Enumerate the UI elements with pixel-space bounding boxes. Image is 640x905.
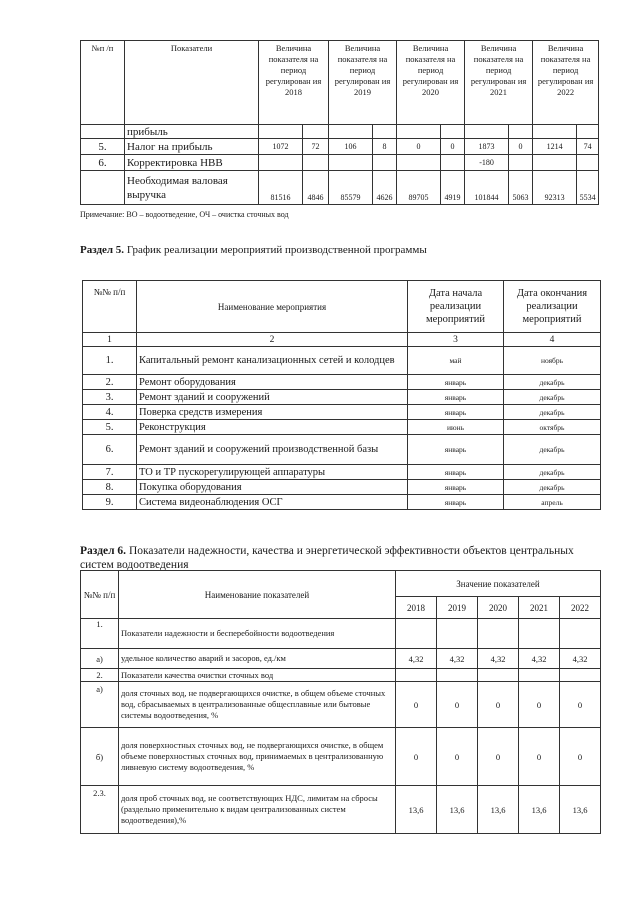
financial-table	[80, 40, 599, 205]
row-name: Ремонт зданий и сооружений	[137, 390, 408, 405]
cell	[329, 155, 373, 171]
row-end: декабрь	[504, 405, 601, 420]
cell: 0	[509, 139, 533, 155]
col-header-num: №п /п	[81, 41, 125, 125]
row-end: апрель	[504, 495, 601, 510]
cell: 0	[560, 728, 601, 786]
row-start: январь	[408, 480, 504, 495]
cell: 4919	[441, 171, 465, 205]
row-num: 1.	[83, 347, 137, 375]
row-name: Система видеонаблюдения ОСГ	[137, 495, 408, 510]
cell	[441, 125, 465, 139]
row-start: январь	[408, 390, 504, 405]
row-num: 6.	[83, 435, 137, 465]
cell: 106	[329, 139, 373, 155]
row-start: январь	[408, 375, 504, 390]
row-num: 2.	[83, 375, 137, 390]
section6-title: Показатели надежности, качества и энергетической эффективности объектов центральных систем водоотведения	[80, 545, 574, 571]
col-header-end: Дата окончания реализации мероприятий	[504, 281, 601, 333]
table-row	[81, 728, 601, 786]
row-num: 7.	[83, 465, 137, 480]
row-start: январь	[408, 405, 504, 420]
cell	[465, 125, 509, 139]
row-end: декабрь	[504, 435, 601, 465]
col-header-year: 2018	[396, 597, 437, 619]
col-header-indicator: Показатели	[125, 41, 259, 125]
row-name: Показатели качества очистки сточных вод	[119, 669, 396, 682]
col-header-name: Наименование показателей	[119, 571, 396, 619]
cell: 13,6	[560, 786, 601, 834]
cell: 85579	[329, 171, 373, 205]
table-row	[81, 155, 599, 171]
col-header-2022: Величина показателя на период регулирован ия 2022	[533, 41, 599, 125]
row-num: 2.3.	[81, 786, 119, 834]
table-row	[81, 619, 601, 649]
row-num: 9.	[83, 495, 137, 510]
table-row	[83, 465, 601, 480]
row-num: 1.	[81, 619, 119, 649]
row-num: 8.	[83, 480, 137, 495]
cell: 0	[396, 728, 437, 786]
cell: 13,6	[396, 786, 437, 834]
row-end: декабрь	[504, 480, 601, 495]
cell: 13,6	[519, 786, 560, 834]
cell: 0	[437, 728, 478, 786]
cell: 13,6	[478, 786, 519, 834]
col-header-year: 2019	[437, 597, 478, 619]
cell: 81516	[259, 171, 303, 205]
section6-heading	[80, 544, 605, 572]
cell	[397, 125, 441, 139]
cell: 8	[373, 139, 397, 155]
row-num	[81, 171, 125, 205]
section6-label: Раздел 6.	[80, 545, 127, 557]
table-row	[81, 786, 601, 834]
row-num: а)	[81, 649, 119, 669]
colnum: 4	[504, 333, 601, 347]
row-start: январь	[408, 435, 504, 465]
cell: 0	[396, 682, 437, 728]
row-name: Показатели надежности и бесперебойности водоотведения	[119, 619, 396, 649]
cell: 92313	[533, 171, 577, 205]
col-header-num: №№ п/п	[83, 281, 137, 333]
row-name: доля поверхностных сточных вод, не подвергающихся очистке, в общем объеме поверхностных сточных вод, принимаемых в централизованную ливневую систему водоотведения, %	[119, 728, 396, 786]
cell	[396, 669, 437, 682]
col-header-year: 2020	[478, 597, 519, 619]
cell	[560, 669, 601, 682]
col-header-year: 2021	[519, 597, 560, 619]
row-name: Налог на прибыль	[125, 139, 259, 155]
cell: 4,32	[396, 649, 437, 669]
row-end: декабрь	[504, 465, 601, 480]
cell	[303, 155, 329, 171]
table-header-row	[81, 571, 601, 597]
cell: 4,32	[478, 649, 519, 669]
cell: 74	[577, 139, 599, 155]
cell: 0	[478, 728, 519, 786]
col-header-2019: Величина показателя на период регулирован ия 2019	[329, 41, 397, 125]
cell: 0	[519, 682, 560, 728]
footnote: Примечание: ВО – водоотведение, ОЧ – очистка сточных вод	[80, 210, 289, 219]
cell	[259, 125, 303, 139]
cell	[373, 155, 397, 171]
schedule-table	[82, 280, 601, 510]
row-num: б)	[81, 728, 119, 786]
row-num: 3.	[83, 390, 137, 405]
table-colnum-row	[83, 333, 601, 347]
indicators-table	[80, 570, 601, 834]
cell: 101844	[465, 171, 509, 205]
cell	[259, 155, 303, 171]
table-row	[81, 682, 601, 728]
row-name: Ремонт зданий и сооружений производственной базы	[137, 435, 408, 465]
row-end: ноябрь	[504, 347, 601, 375]
table-row	[83, 420, 601, 435]
colnum: 2	[137, 333, 408, 347]
row-start: январь	[408, 495, 504, 510]
cell: 4626	[373, 171, 397, 205]
table-row	[81, 649, 601, 669]
table-header-row	[83, 281, 601, 333]
row-num: 5.	[83, 420, 137, 435]
col-header-group: Значение показателей	[396, 571, 601, 597]
colnum: 1	[83, 333, 137, 347]
cell	[373, 125, 397, 139]
table-row	[83, 495, 601, 510]
cell	[397, 155, 441, 171]
row-name: Поверка средств измерения	[137, 405, 408, 420]
row-end: декабрь	[504, 375, 601, 390]
col-header-2018: Величина показателя на период регулирован ия 2018	[259, 41, 329, 125]
col-header-2021: Величина показателя на период регулирован ия 2021	[465, 41, 533, 125]
section5-heading	[80, 244, 427, 256]
cell	[560, 619, 601, 649]
cell: 1214	[533, 139, 577, 155]
row-num	[81, 125, 125, 139]
cell	[329, 125, 373, 139]
table-row	[81, 669, 601, 682]
cell	[519, 669, 560, 682]
col-header-start: Дата начала реализации мероприятий	[408, 281, 504, 333]
cell	[437, 669, 478, 682]
table-row	[81, 125, 599, 139]
cell	[519, 619, 560, 649]
row-name: ТО и ТР пускорегулирующей аппаратуры	[137, 465, 408, 480]
row-num: 2.	[81, 669, 119, 682]
cell	[509, 125, 533, 139]
row-num: 5.	[81, 139, 125, 155]
table-row	[83, 347, 601, 375]
row-start: май	[408, 347, 504, 375]
cell: 1873	[465, 139, 509, 155]
row-name: Капитальный ремонт канализационных сетей и колодцев	[137, 347, 408, 375]
cell	[303, 125, 329, 139]
cell: 0	[560, 682, 601, 728]
col-header-2020: Величина показателя на период регулирован ия 2020	[397, 41, 465, 125]
cell: 4,32	[519, 649, 560, 669]
cell: 89705	[397, 171, 441, 205]
cell: 4846	[303, 171, 329, 205]
row-name: доля сточных вод, не подвергающихся очистке, в общем объеме сточных вод, сбрасываемых в централизованные общесплавные или бытовые системы водоотведения, %	[119, 682, 396, 728]
col-header-year: 2022	[560, 597, 601, 619]
row-name: Покупка оборудования	[137, 480, 408, 495]
cell: 0	[437, 682, 478, 728]
row-name: Корректировка НВВ	[125, 155, 259, 171]
row-name: удельное количество аварий и засоров, ед./км	[119, 649, 396, 669]
row-num: а)	[81, 682, 119, 728]
row-name: прибыль	[125, 125, 259, 139]
cell	[437, 619, 478, 649]
row-start: январь	[408, 465, 504, 480]
row-name: доля проб сточных вод, не соответствующих НДС, лимитам на сбросы (раздельно применительно к видам централизованных систем водоотведения),%	[119, 786, 396, 834]
cell: 0	[441, 139, 465, 155]
table-row	[83, 405, 601, 420]
cell	[577, 155, 599, 171]
table-row	[83, 390, 601, 405]
col-header-name: Наименование мероприятия	[137, 281, 408, 333]
cell: 0	[519, 728, 560, 786]
cell	[533, 125, 577, 139]
table-row	[83, 435, 601, 465]
cell: 4,32	[560, 649, 601, 669]
cell: 72	[303, 139, 329, 155]
row-end: декабрь	[504, 390, 601, 405]
cell: 0	[478, 682, 519, 728]
cell: 0	[397, 139, 441, 155]
cell: 13,6	[437, 786, 478, 834]
table-row	[81, 139, 599, 155]
row-num: 4.	[83, 405, 137, 420]
cell	[478, 669, 519, 682]
row-end: октябрь	[504, 420, 601, 435]
cell: 5534	[577, 171, 599, 205]
row-name: Необходимая валовая выручка	[125, 171, 259, 205]
row-start: июнь	[408, 420, 504, 435]
cell	[441, 155, 465, 171]
cell	[478, 619, 519, 649]
row-num: 6.	[81, 155, 125, 171]
table-row	[81, 171, 599, 205]
cell	[396, 619, 437, 649]
cell: -180	[465, 155, 509, 171]
row-name: Реконструкция	[137, 420, 408, 435]
section5-label: Раздел 5.	[80, 244, 125, 256]
table-row	[83, 375, 601, 390]
cell	[577, 125, 599, 139]
cell: 1072	[259, 139, 303, 155]
table-row	[83, 480, 601, 495]
cell	[533, 155, 577, 171]
cell: 5063	[509, 171, 533, 205]
row-name: Ремонт оборудования	[137, 375, 408, 390]
cell: 4,32	[437, 649, 478, 669]
cell	[509, 155, 533, 171]
colnum: 3	[408, 333, 504, 347]
section5-title: График реализации мероприятий производственной программы	[126, 244, 427, 256]
col-header-num: №№ п/п	[81, 571, 119, 619]
table-header-row	[81, 41, 599, 125]
